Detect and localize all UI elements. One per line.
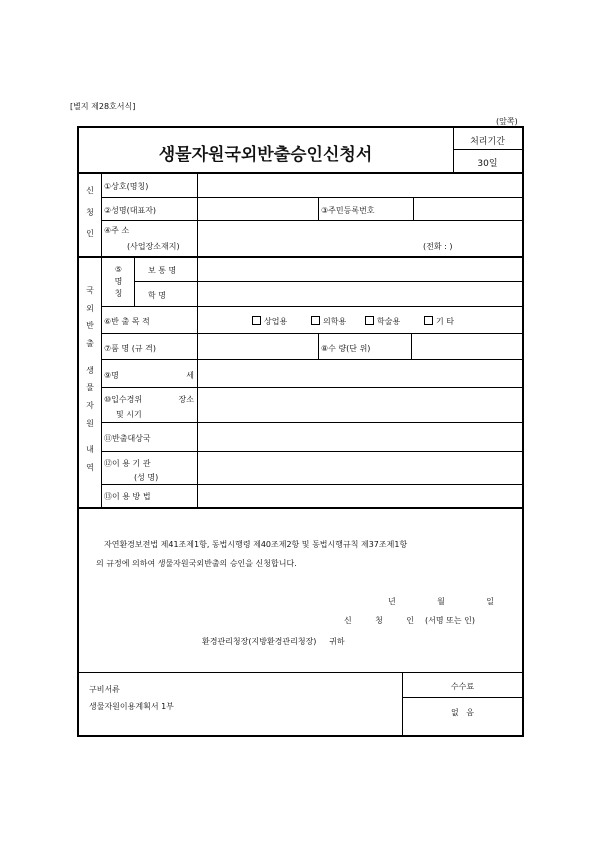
use-method-field[interactable] (199, 486, 519, 505)
statement-line-1: 자연환경보전법 제41조제1항, 동법시행령 제40조제2항 및 동법시행규칙 제37조제1항 (104, 540, 408, 549)
description-label: ⑨명 세 (104, 371, 194, 380)
checkbox-icon (252, 316, 261, 325)
checkbox-icon (365, 316, 374, 325)
scientific-name-label: 학 명 (148, 291, 166, 300)
purpose-medical-option[interactable]: 의학용 (311, 316, 346, 327)
user-institution-field[interactable] (199, 453, 519, 482)
page-title: 생물자원국외반출승인신청서 (158, 145, 373, 165)
applicant-group-label: 신 청 인 (86, 186, 94, 238)
signature-field[interactable] (420, 608, 500, 626)
fee-value: 없 음 (450, 708, 475, 717)
company-name-label: ①상호(명칭) (104, 182, 149, 191)
user-institution-sub-label: (성 명) (134, 473, 159, 482)
fee-label: 수수료 (450, 682, 475, 691)
checkbox-icon (311, 316, 320, 325)
purpose-other-option[interactable]: 기 타 (424, 316, 454, 327)
page-side-label: (앞쪽) (496, 117, 518, 126)
quantity-label: ⑧수 량(단 위) (321, 344, 371, 353)
user-institution-label: ⑫이 용 기 관 (104, 459, 151, 468)
phone-label: (전화 : ) (423, 242, 453, 251)
required-documents-title: 구비서류 (89, 685, 120, 694)
acquisition-label: ⑩입수경위 장소 (104, 395, 194, 404)
applicant-signature-label: 신 청 인 (344, 616, 414, 625)
address-field[interactable] (199, 222, 519, 254)
address-label: ④주 소 (104, 226, 130, 235)
company-name-field[interactable] (199, 175, 519, 195)
scientific-name-field[interactable] (199, 283, 519, 304)
destination-country-label: ⑪반출대상국 (104, 434, 151, 443)
common-name-label: 보 통 명 (148, 266, 177, 275)
form-number: [별지 제28호서식] (70, 102, 136, 111)
common-name-field[interactable] (199, 259, 519, 279)
acquisition-field[interactable] (199, 389, 519, 420)
representative-field[interactable] (199, 199, 316, 218)
address-sub-label: (사업장소재지) (127, 242, 180, 251)
required-documents-item: 생물자원이용계획서 1부 (89, 702, 174, 711)
signature-note: (서명 또는 인) (425, 616, 475, 625)
purpose-commercial-option[interactable]: 상업용 (252, 316, 287, 327)
processing-period-value: 30일 (477, 159, 498, 169)
checkbox-icon (424, 316, 433, 325)
processing-period-label: 처리기간 (470, 137, 505, 147)
description-field[interactable] (199, 361, 519, 385)
resident-number-label: ③주민등록번호 (321, 206, 375, 215)
use-method-label: ⑬이 용 방 법 (104, 492, 151, 501)
destination-country-field[interactable] (199, 424, 519, 449)
date-line: 년 월 일 (388, 597, 494, 606)
product-name-field[interactable] (199, 335, 316, 357)
quantity-field[interactable] (413, 335, 520, 357)
representative-label: ②성명(대표자) (104, 206, 157, 215)
export-details-group-label: 국 외 반 출 생 물 자 원 내 역 (86, 286, 94, 472)
purpose-academic-option[interactable]: 학술용 (365, 316, 400, 327)
resident-number-field[interactable] (415, 199, 520, 218)
name-label: ⑤ 명 칭 (114, 264, 123, 298)
addressee: 환경관리청장(지방환경관리청장) 귀하 (202, 637, 345, 646)
acquisition-time-label: 및 시기 (116, 410, 142, 419)
product-name-label: ⑦품 명 (규 격) (104, 344, 156, 353)
export-purpose-label: ⑥반 출 목 적 (104, 317, 150, 326)
statement-line-2: 의 규정에 의하여 생물자원국외반출의 승인을 신청합니다. (96, 559, 297, 568)
